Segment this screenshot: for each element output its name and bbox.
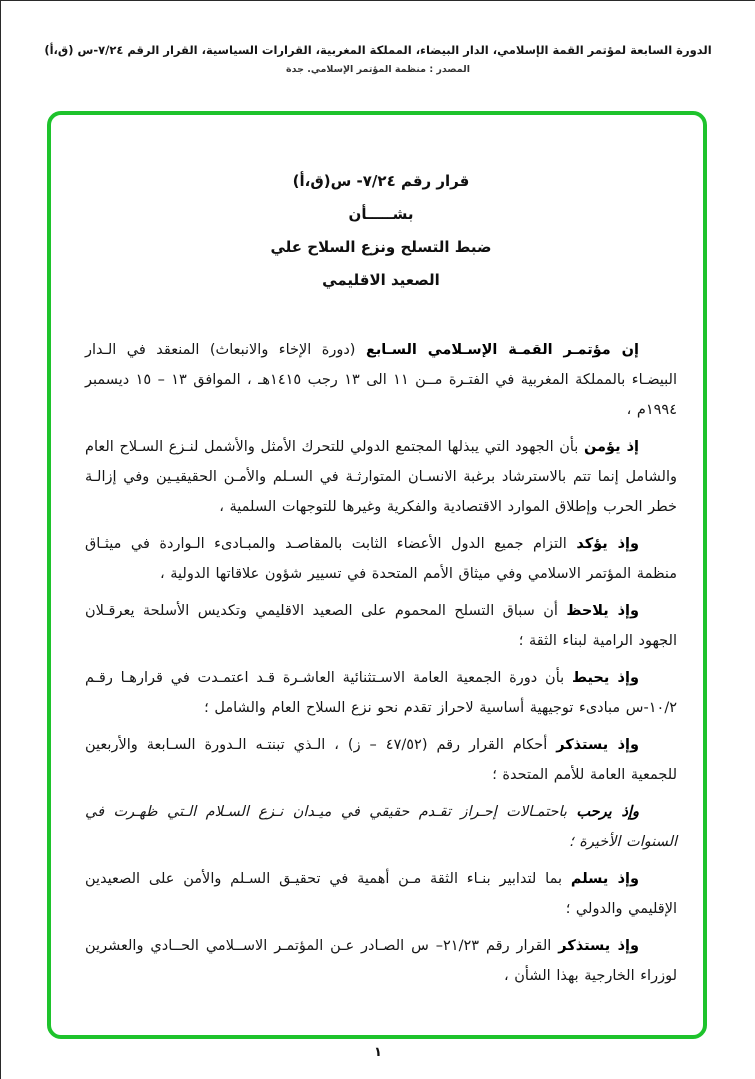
paragraph-text: القرار رقم ٢١/٢٣– س الصـادر عـن المؤتمـر الاســلامي الحــادي والعشرين لوزراء الخارجية بهذا الشأن ، xyxy=(85,938,677,984)
citation-header xyxy=(1,1,755,75)
page-number: ١ xyxy=(374,1045,382,1060)
paragraph xyxy=(85,663,677,723)
paragraph xyxy=(85,730,677,790)
paragraph xyxy=(85,529,677,589)
title-line-number: قرار رقم ٧/٢٤- س(ق،أ) xyxy=(292,172,470,190)
paragraph-text: أن سباق التسلح المحموم على الصعيد الاقليمي وتكديس الأسلحة يعرقـلان الجهود الرامية لبناء الثقة ؛ xyxy=(85,603,677,649)
paragraph-lead: إن مؤتمـر القمـة الإسـلامي السـابع xyxy=(365,342,639,358)
paragraph-lead: إذ يؤمن xyxy=(583,439,639,455)
paragraph-lead: وإذ يرحب xyxy=(576,804,639,820)
scan-frame xyxy=(47,111,707,1039)
citation-title: الدورة السابعة لمؤتمر القمة الإسلامي، الدار البيضاء، المملكة المغربية، القرارات السياسية، القرار الرقم ٧/٢٤-س (ق،أ) xyxy=(44,43,712,57)
paragraph xyxy=(85,864,677,924)
paragraph xyxy=(85,335,677,425)
paragraph-text: باحتمـالات إحـراز تقـدم حقيقي في ميـدان نـزع السـلام الـتي ظهـرت في السنوات الأخيرة ؛ xyxy=(85,804,677,850)
paragraph-lead: وإذ يؤكد xyxy=(576,536,639,552)
citation-source: المصدر : منظمة المؤتمر الإسلامي. جدة xyxy=(286,64,470,75)
paragraph-lead: وإذ يستذكر xyxy=(558,938,639,954)
paragraph-text: أحكام القرار رقم (٤٧/٥٢ – ز) ، الـذي تبنتـه الـدورة السـابعة والأربعين للجمعية العامة للأمم المتحدة ؛ xyxy=(85,737,677,783)
paragraph-text: بما لتدابير بنـاء الثقة مـن أهمية في تحقيـق السـلم والأمن على الصعيدين الإقليمي والدولي ؛ xyxy=(85,871,677,917)
paragraph-lead: وإذ يسلم xyxy=(570,871,640,887)
paragraph-text: التزام جميع الدول الأعضاء الثابت بالمقاصـد والمبـادىء الـواردة في ميثـاق منظمة المؤتمر الاسلامي وفي ميثاق الأمم المتحدة في تسيير شؤون علاقاتها الدولية ، xyxy=(85,536,677,582)
paragraph-text: بأن الجهود التي يبذلها المجتمع الدولي للتحرك الأمثل والأشمل لنـزع السـلاح العام والشامل إنما تتم بالاسترشاد برغبة الانسـان المتوارثـة في السـلم والأمـن الحقيقيـين وفي إزالـة خطر الحرب وإطلاق الموارد الاقتصادية والفكرية وغيرها للتوجهات السلمية ، xyxy=(85,439,677,515)
paragraph-lead: وإذ يحيط xyxy=(571,670,639,686)
paragraph xyxy=(85,432,677,522)
paragraph-text: بأن دورة الجمعية العامة الاسـتثنائية العاشـرة قـد اعتمـدت في قرارهـا رقـم ١٠/٢-س مبادىء توجيهية أساسية لاحراز تقدم نحو نزع السلاح العام والشامل ؛ xyxy=(85,670,677,716)
paragraph-lead: وإذ يستذكر xyxy=(556,737,639,753)
paragraph-lead: وإذ يلاحظ xyxy=(566,603,640,619)
paragraph xyxy=(85,931,677,991)
paragraph xyxy=(85,596,677,656)
paragraph-text: (دورة الإخاء والانبعاث) المنعقد في الـدار البيضـاء بالمملكة المغربية في الفتـرة مــن ١١ الى ١٣ رجب ١٤١٥هـ ، الموافق ١٣ – ١٥ ديسمبر ١٩٩٤م ، xyxy=(85,342,678,418)
resolution-document xyxy=(51,115,703,991)
title-line-regarding: بشـــــأن xyxy=(348,205,414,223)
title-line-scope: الصعيد الاقليمي xyxy=(322,271,440,289)
paragraph xyxy=(85,797,677,857)
resolution-title xyxy=(85,165,677,297)
title-line-subject: ضبط التسلح ونزع السلاح علي xyxy=(270,238,492,256)
